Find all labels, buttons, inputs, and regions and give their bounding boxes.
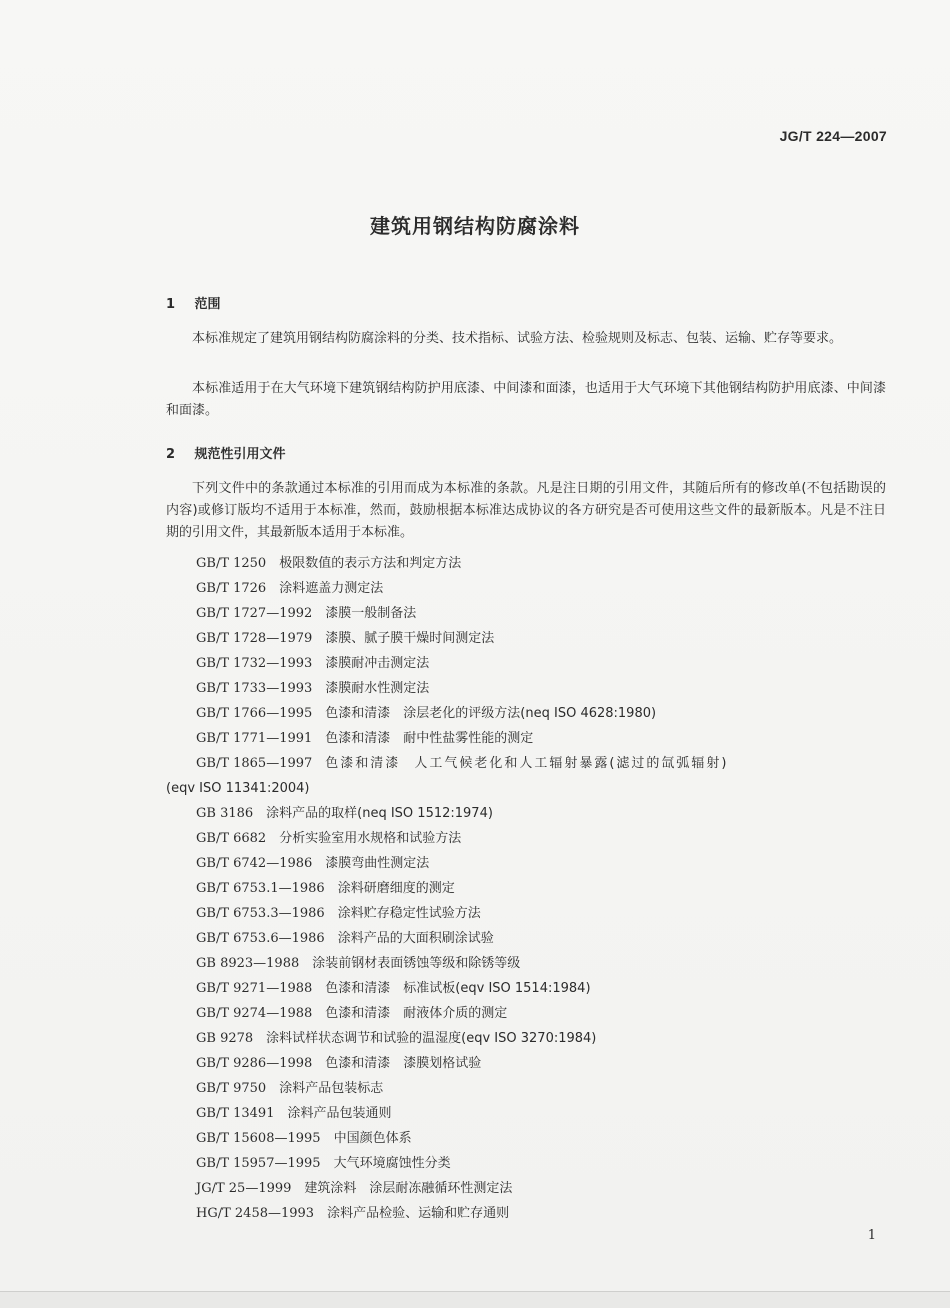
reference-code: GB 3186 [196,806,254,821]
reference-code: GB/T 9750 [196,1081,267,1096]
reference-code: GB/T 15608—1995 [196,1131,321,1146]
reference-title: 漆膜耐水性测定法 [325,681,430,696]
reference-code: GB/T 1865—1997 [196,756,313,771]
reference-title: 涂装前钢材表面锈蚀等级和除锈等级 [312,956,521,971]
reference-item [196,703,656,725]
reference-code: GB/T 1727—1992 [196,606,313,621]
reference-code: GB/T 9271—1988 [196,981,313,996]
section-number: 2 [166,447,176,462]
reference-code: GB/T 6742—1986 [196,856,313,871]
reference-code: HG/T 2458—1993 [196,1206,315,1221]
reference-title: 极限数值的表示方法和判定方法 [279,556,462,571]
reference-title: 大气环境腐蚀性分类 [333,1156,451,1171]
reference-title: 涂料遮盖力测定法 [279,581,384,596]
reference-title-part-1: 色漆和清漆 [325,756,401,771]
reference-item [196,1053,481,1075]
reference-code: GB 8923—1988 [196,956,300,971]
reference-title: 涂料产品包装标志 [279,1081,384,1096]
standard-code: JG/T 224—2007 [779,128,887,144]
reference-item [196,828,461,850]
section-title: 范围 [194,297,221,312]
reference-code: GB/T 13491 [196,1106,275,1121]
reference-item [196,678,429,700]
reference-item [196,978,591,1000]
reference-item [196,1103,392,1125]
reference-code: GB/T 15957—1995 [196,1156,321,1171]
reference-code: JG/T 25—1999 [196,1181,292,1196]
reference-code: GB/T 1771—1991 [196,731,313,746]
reference-item [196,1078,383,1100]
reference-title: 涂料产品的取样(neq ISO 1512:1974) [266,806,493,821]
reference-title: 分析实验室用水规格和试验方法 [279,831,462,846]
reference-code: GB/T 9286—1998 [196,1056,313,1071]
reference-item [196,803,493,825]
reference-title-part-2: 人工气候老化和人工辐射暴露(滤过的氙弧辐射) [414,756,729,771]
reference-title: 色漆和清漆 标准试板(eqv ISO 1514:1984) [325,981,591,996]
section-1-heading [166,293,221,312]
reference-item [196,1128,412,1150]
reference-item [196,853,429,875]
reference-item [196,1178,512,1200]
reference-code: GB 9278 [196,1031,254,1046]
reference-title: 涂料研磨细度的测定 [337,881,455,896]
reference-title: 涂料贮存稳定性试验方法 [337,906,481,921]
reference-title: 建筑涂料 涂层耐冻融循环性测定法 [304,1181,513,1196]
reference-item [196,1203,509,1225]
section-1-paragraph-2: 本标准适用于在大气环境下建筑钢结构防护用底漆、中间漆和面漆，也适用于大气环境下其他钢结构防护用底漆、中间漆和面漆。 [166,381,886,418]
document-title: 建筑用钢结构防腐涂料 [370,214,580,238]
reference-title: 中国颜色体系 [333,1131,412,1146]
section-2-heading [166,443,286,462]
reference-code: GB/T 1733—1993 [196,681,313,696]
reference-code: GB/T 6682 [196,831,267,846]
reference-item [196,903,481,925]
scan-bottom-edge [0,1291,950,1308]
reference-item [196,1153,451,1175]
section-1-paragraph-1: 本标准规定了建筑用钢结构防腐涂料的分类、技术指标、试验方法、检验规则及标志、包装、运输、贮存等要求。 [192,331,843,346]
reference-code: GB/T 1726 [196,581,267,596]
reference-item [196,878,455,900]
section-title: 规范性引用文件 [194,447,286,462]
reference-item [196,1028,596,1050]
section-2-paragraph-1: 下列文件中的条款通过本标准的引用而成为本标准的条款。凡是注日期的引用文件，其随后所有的修改单(不包括勘误的内容)或修订版均不适用于本标准，然而，鼓励根据本标准达成协议的各方研究是否可使用这些文件的最新版本。凡是不注日期的引用文件，其最新版本适用于本标准。 [166,481,886,540]
reference-title: 涂料产品包装通则 [287,1106,392,1121]
reference-title: 色漆和清漆 耐中性盐雾性能的测定 [325,731,534,746]
reference-item [196,753,742,775]
reference-title: 漆膜弯曲性测定法 [325,856,430,871]
reference-title: 涂料产品检验、运输和贮存通则 [327,1206,510,1221]
reference-title: 漆膜耐冲击测定法 [325,656,430,671]
page-number: 1 [867,1228,876,1243]
reference-code: GB/T 1766—1995 [196,706,313,721]
reference-item [196,728,533,750]
reference-title: 漆膜一般制备法 [325,606,417,621]
reference-item [196,1003,507,1025]
reference-title: 色漆和清漆 涂层老化的评级方法(neq ISO 4628:1980) [325,706,657,721]
reference-code: GB/T 6753.1—1986 [196,881,325,896]
reference-item [196,603,416,625]
reference-title: 色漆和清漆 漆膜划格试验 [325,1056,482,1071]
reference-code: GB/T 6753.6—1986 [196,931,325,946]
reference-item [196,928,494,950]
reference-title: 漆膜、腻子膜干燥时间测定法 [325,631,495,646]
reference-code: GB/T 1728—1979 [196,631,313,646]
reference-title: 涂料产品的大面积刷涂试验 [337,931,494,946]
reference-item [196,628,494,650]
reference-code: GB/T 1250 [196,556,267,571]
reference-item [196,953,520,975]
reference-code: GB/T 6753.3—1986 [196,906,325,921]
reference-code: GB/T 1732—1993 [196,656,313,671]
reference-title: 涂料试样状态调节和试验的温湿度(eqv ISO 3270:1984) [266,1031,597,1046]
reference-item [196,553,461,575]
reference-continuation: (eqv ISO 11341:2004) [166,781,310,796]
reference-title: 色漆和清漆 耐液体介质的测定 [325,1006,508,1021]
section-number: 1 [166,297,176,312]
reference-item [196,653,429,675]
reference-item [196,578,383,600]
reference-code: GB/T 9274—1988 [196,1006,313,1021]
